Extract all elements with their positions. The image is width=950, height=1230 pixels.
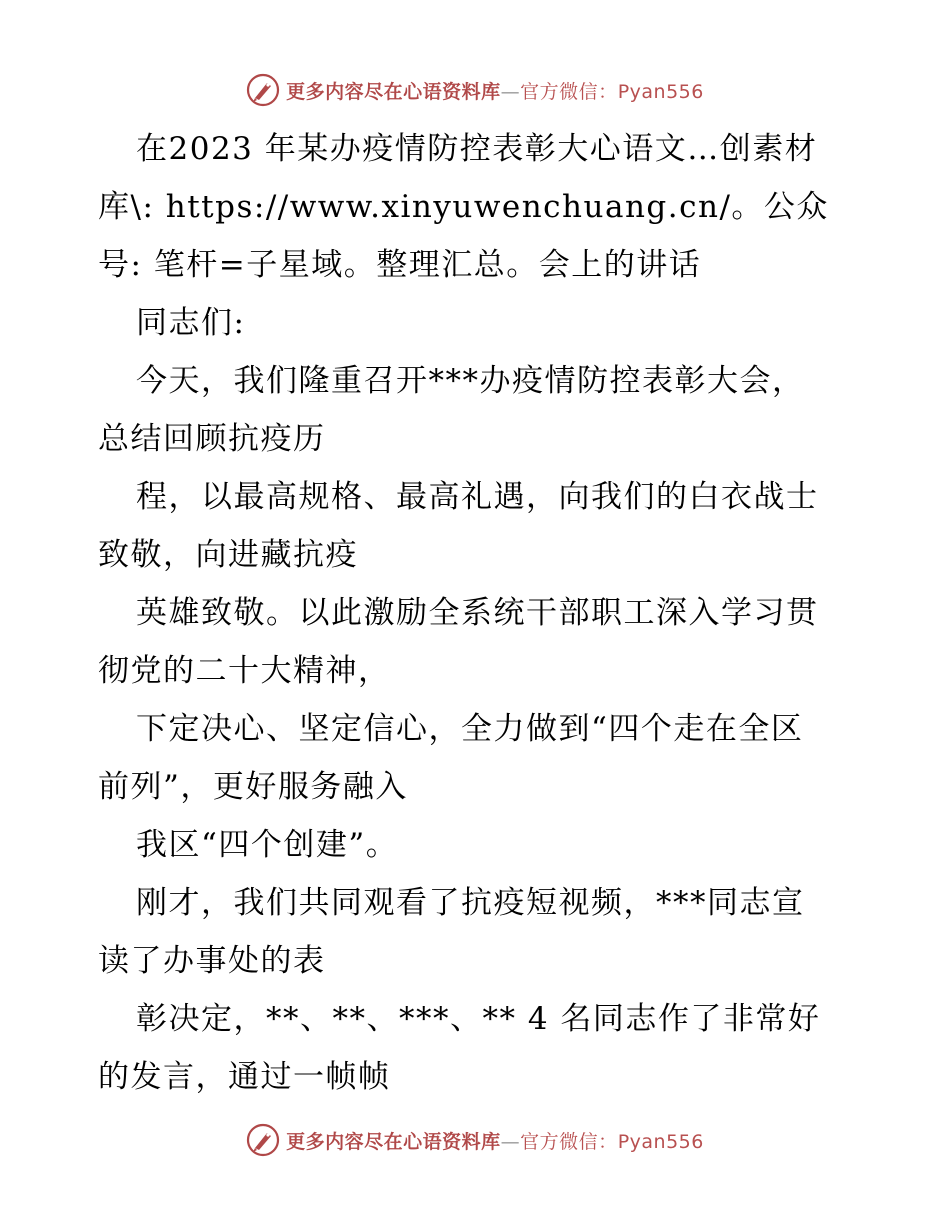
text-line-12: 前列”，更好服务融入 <box>98 769 408 805</box>
text-line-11: 下定决心、坚定信心，全力做到“四个走在全区 <box>136 711 804 747</box>
text-line-1: 在2023 年某办疫情防控表彰大心语文…创素材 <box>136 131 818 167</box>
text-line-9: 英雄致敬。以此激励全系统干部职工深入学习贯 <box>136 595 819 631</box>
text-line-16: 彰决定，**、**、***、** 4 名同志作了非常好 <box>136 1001 821 1037</box>
text-line-14: 刚才，我们共同观看了抗疫短视频，***同志宣 <box>136 885 805 921</box>
header-watermark-banner <box>0 70 950 110</box>
text-line-4: 同志们: <box>136 305 246 341</box>
pen-nib-logo-icon <box>246 1123 280 1157</box>
banner-main-text: 更多内容尽在心语资料库 <box>286 80 501 103</box>
banner-main-text: 更多内容尽在心语资料库 <box>286 1130 501 1153</box>
text-line-5: 今天，我们隆重召开***办疫情防控表彰大会， <box>136 363 805 399</box>
banner-wechat-label: 官方微信： <box>520 1130 618 1153</box>
text-line-7: 程，以最高规格、最高礼遇，向我们的白衣战士 <box>136 479 819 515</box>
pen-nib-logo-icon <box>246 73 280 107</box>
text-line-8: 致敬，向进藏抗疫 <box>98 537 358 573</box>
footer-watermark-banner <box>0 1120 950 1160</box>
banner-wechat-id: Pyan556 <box>617 1130 704 1153</box>
text-line-2: 库\: https://www.xinyuwenchuang.cn/。公众 <box>98 189 829 225</box>
banner-separator: — <box>500 1130 521 1153</box>
text-line-3: 号: 笔杆=子星域。整理汇总。会上的讲话 <box>98 247 702 283</box>
banner-wechat-id: Pyan556 <box>617 80 704 103</box>
text-line-6: 总结回顾抗疫历 <box>98 421 326 457</box>
text-line-17: 的发言，通过一帧帧 <box>98 1059 391 1095</box>
banner-text <box>286 1127 704 1154</box>
banner-text <box>286 77 704 104</box>
text-line-13: 我区“四个创建”。 <box>136 827 399 863</box>
banner-wechat-label: 官方微信： <box>520 80 618 103</box>
document-body <box>98 120 858 1110</box>
text-line-10: 彻党的二十大精神， <box>98 653 391 689</box>
text-line-15: 读了办事处的表 <box>98 943 326 979</box>
banner-separator: — <box>500 80 521 103</box>
